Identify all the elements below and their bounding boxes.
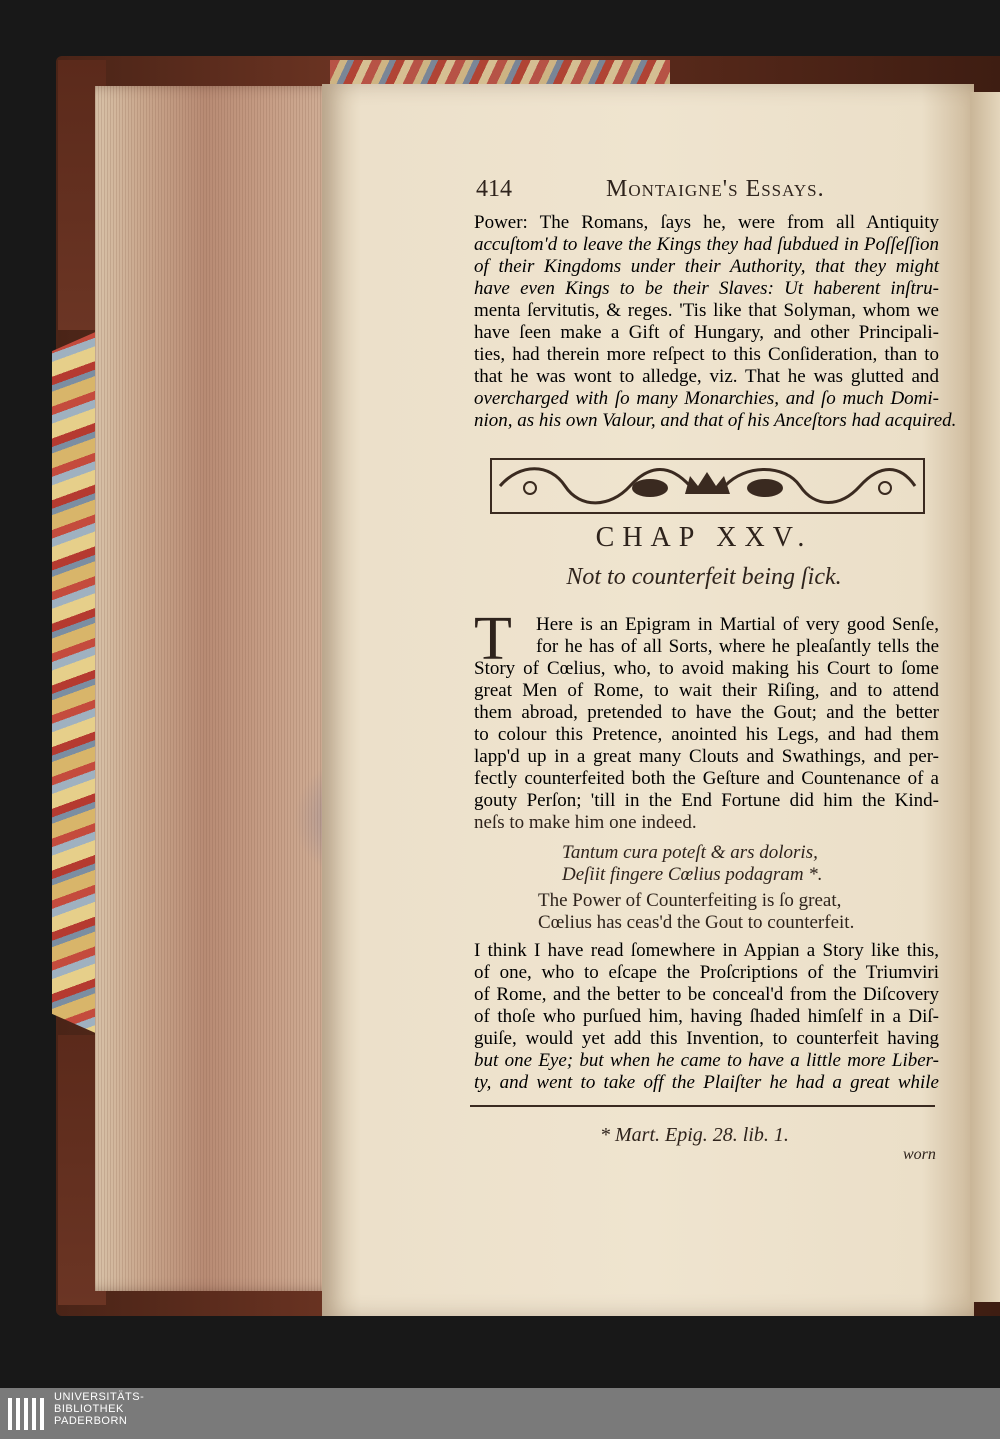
text-line: menta ſervitutis, & reges. 'Tis like that Solyman, whom we xyxy=(474,300,939,321)
chapter-heading: CHAP XXV. xyxy=(595,522,813,553)
logo-line: BIBLIOTHEK xyxy=(54,1403,124,1415)
chapter-title: Not to counterfeit being ſick. xyxy=(566,564,842,590)
verse-line: Tantum cura poteſt & ars doloris, xyxy=(562,842,818,863)
catchword: worn xyxy=(903,1146,936,1163)
verse-line: Deſiit fingere Cœlius podagram *. xyxy=(562,864,823,885)
text-line: to colour this Pretence, anointed his Legs, and had them xyxy=(474,724,939,745)
text-line: Story of Cœlius, who, to avoid making his Court to ſome xyxy=(474,658,939,679)
text-line: them abroad, pretended to have the Gout; and the better xyxy=(474,702,939,723)
library-logo-text xyxy=(54,1391,144,1427)
running-title: Montaigne's Essays. xyxy=(606,176,825,202)
text-line: of their Kingdoms under their Authority, that they might xyxy=(474,256,939,277)
text-line: that he was wont to alledge, viz. That he was glutted and xyxy=(474,366,939,387)
drop-cap: T xyxy=(474,605,512,673)
text-line: gouty Perſon; 'till in the End Fortune did him the Kind- xyxy=(474,790,939,811)
facing-page-edge xyxy=(970,92,1000,1302)
text-line: ty, and went to take off the Plaiſter he had a great while xyxy=(474,1072,939,1093)
library-logo-icon xyxy=(6,1394,46,1434)
text-line: fectly counterfeited both the Geſture and Countenance of a xyxy=(474,768,939,789)
text-line: I think I have read ſomewhere in Appian a Story like this, xyxy=(474,940,939,961)
text-line: nion, as his own Valour, and that of his Anceſtors had acquired. xyxy=(474,410,957,431)
text-line: of one, who to eſcape the Proſcriptions of the Triumviri xyxy=(474,962,939,983)
footnote-rule xyxy=(470,1105,935,1107)
text-line: of Rome, and the better to be conceal'd from the Diſcovery xyxy=(474,984,939,1005)
text-line: of thoſe who purſued him, having ſhaded himſelf in a Diſ- xyxy=(474,1006,939,1027)
library-footer-bar xyxy=(0,1388,1000,1439)
text-line: Here is an Epigram in Martial of very good Senſe, xyxy=(536,614,939,635)
marbled-board xyxy=(52,330,100,1035)
page-number: 414 xyxy=(476,176,512,202)
text-line: great Men of Rome, to wait their Riſing, and to attend xyxy=(474,680,939,701)
text-line: overcharged with ſo many Monarchies, and ſo much Domi- xyxy=(474,388,939,409)
text-line: ties, had therein more reſpect to this Conſideration, than to xyxy=(474,344,939,365)
text-line: lapp'd up in a great many Clouts and Swathings, and per- xyxy=(474,746,939,767)
marbled-endpaper-top xyxy=(330,60,670,86)
text-line: Power: The Romans, ſays he, were from all Antiquity xyxy=(474,212,939,233)
text-line: have ſeen make a Gift of Hungary, and other Principali- xyxy=(474,322,939,343)
text-line: guiſe, would yet add this Invention, to counterfeit having xyxy=(474,1028,939,1049)
footnote: * Mart. Epig. 28. lib. 1. xyxy=(600,1124,789,1146)
page-fore-edge xyxy=(95,86,340,1291)
text-line: for he has of all Sorts, where he pleaſantly tells the xyxy=(536,636,939,657)
text-line: have even Kings to be their Slaves: Ut haberent inſtru- xyxy=(474,278,939,299)
text-line: but one Eye; but when he came to have a little more Liber- xyxy=(474,1050,939,1071)
text-line: accuſtom'd to leave the Kings they had ſubdued in Poſſeſſion xyxy=(474,234,939,255)
text-line: neſs to make him one indeed. xyxy=(474,812,697,833)
verse-line: The Power of Counterfeiting is ſo great, xyxy=(538,890,842,911)
logo-line: PADERBORN xyxy=(54,1415,128,1427)
logo-line: UNIVERSITÄTS- xyxy=(54,1391,145,1403)
running-header xyxy=(476,176,856,208)
verse-line: Cœlius has ceas'd the Gout to counterfeit. xyxy=(538,912,855,933)
decorative-headpiece xyxy=(490,458,925,514)
